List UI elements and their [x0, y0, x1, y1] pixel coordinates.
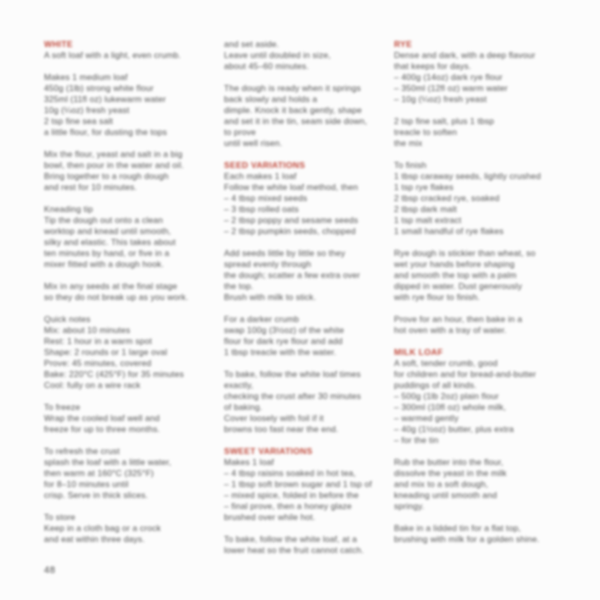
text-line: Shape: 2 rounds or 1 large oval: [44, 347, 168, 357]
text-line: of baking.: [224, 402, 263, 412]
text-line: Makes 1 loaf: [224, 457, 274, 467]
text-line: lower heat so the fruit cannot catch.: [224, 545, 364, 555]
text-line: ten minutes by hand, or five in a: [44, 248, 170, 258]
continued-paragraph: [224, 39, 390, 72]
ingredient-list: [44, 72, 216, 138]
text-line: and set it in the tin, seam side down,: [224, 116, 368, 126]
text-line: 2 tsp fine sea salt: [44, 116, 113, 126]
text-line: brushing with milk for a golden shine.: [394, 534, 540, 544]
text-line: Prove for an hour, then bake in a: [394, 314, 523, 324]
text-line: To finish: [394, 160, 427, 170]
section-heading-sweet-variations: SWEET VARIATIONS: [224, 446, 313, 456]
text-line: browns too fast near the end.: [224, 424, 339, 434]
text-line: and mix to a soft dough,: [394, 479, 489, 489]
text-line: dipped in water. Dust generously: [394, 281, 523, 291]
text-line: that keeps for days.: [394, 61, 472, 71]
text-line: 10g (¼oz) fresh yeast: [44, 105, 130, 115]
text-line: swap 100g (3½oz) of the white: [224, 325, 345, 335]
text-line: Bring together to a rough dough: [44, 171, 169, 181]
text-line: and smooth the top with a palm: [394, 270, 517, 280]
baking-paragraph: [224, 534, 390, 556]
column-right: [394, 39, 566, 545]
text-line: Bake in a lidded tin for a flat top,: [394, 523, 521, 533]
method-paragraph: [224, 83, 390, 149]
text-line: – mixed spice, folded in before the: [224, 490, 359, 500]
text-line: crisp. Serve in thick slices.: [44, 490, 149, 500]
section-heading-milk-loaf: MILK LOAF: [394, 347, 443, 357]
text-line: then warm at 160°C (325°F): [44, 468, 154, 478]
text-line: To bake, follow the white loaf times: [224, 369, 361, 379]
text-line: 1 tsp malt extract: [394, 215, 462, 225]
text-line: Rest: 1 hour in a warm spot: [44, 336, 152, 346]
text-line: 325ml (11fl oz) lukewarm water: [44, 94, 166, 104]
text-line: and set aside.: [224, 39, 280, 49]
note-paragraph: [44, 281, 216, 303]
text-line: Brush with milk to stick.: [224, 292, 317, 302]
text-line: until well risen.: [224, 138, 283, 148]
method-paragraph: [394, 457, 566, 512]
text-line: the dough; scatter a few extra over: [224, 270, 361, 280]
text-line: – 40g (1½oz) butter, plus extra: [394, 424, 514, 434]
text-line: 1 small handful of rye flakes: [394, 226, 504, 236]
text-line: Prove: 45 minutes, covered: [44, 358, 152, 368]
text-line: kneading until smooth and: [394, 490, 497, 500]
text-line: Mix: about 10 minutes: [44, 325, 131, 335]
text-line: exactly,: [224, 380, 254, 390]
baking-paragraph: [224, 369, 390, 435]
text-line: The dough is ready when it springs: [224, 83, 361, 93]
text-line: splash the loaf with a little water,: [44, 457, 172, 467]
text-line: – 500g (1lb 2oz) plain flour: [394, 391, 499, 401]
text-line: with rye flour to finish.: [394, 292, 480, 302]
text-line: – final prove, then a honey glaze: [224, 501, 352, 511]
text-line: – 1 tbsp soft brown sugar and 1 tsp of: [224, 479, 372, 489]
text-line: – 300ml (10fl oz) whole milk,: [394, 402, 507, 412]
note-paragraph: [44, 446, 216, 501]
text-line: checking the crust after 30 minutes: [224, 391, 362, 401]
text-line: freeze for up to three months.: [44, 424, 161, 434]
text-line: For a darker crumb: [224, 314, 299, 324]
column-middle: [224, 39, 390, 556]
text-line: 2 tbsp cracked rye, soaked: [394, 193, 500, 203]
baking-paragraph: [394, 523, 566, 545]
text-line: A soft, tender crumb, good: [394, 358, 498, 368]
text-line: Keep in a cloth bag or a crock: [44, 523, 161, 533]
text-line: Cool: fully on a wire rack: [44, 380, 141, 390]
text-line: Wrap the cooled loaf well and: [44, 413, 160, 423]
text-line: To freeze: [44, 402, 81, 412]
method-paragraph: [394, 314, 566, 336]
text-line: 1 tbsp caraway seeds, lightly crushed: [394, 171, 541, 181]
text-line: A soft loaf with a light, even crumb.: [44, 50, 181, 60]
page-number: 48: [44, 565, 56, 576]
text-line: mixer fitted with a dough hook.: [44, 259, 164, 269]
text-line: To store: [44, 512, 76, 522]
text-line: hot oven with a tray of water.: [394, 325, 507, 335]
text-line: dissolve the yeast in the milk: [394, 468, 507, 478]
text-line: Cover loosely with foil if it: [224, 413, 324, 423]
notes-list: [44, 314, 216, 391]
text-line: wet your hands before shaping: [394, 259, 515, 269]
text-line: Dense and dark, with a deep flavour: [394, 50, 536, 60]
text-line: the mix: [394, 138, 423, 148]
text-line: Mix in any seeds at the final stage: [44, 281, 178, 291]
text-line: worktop and knead until smooth,: [44, 226, 172, 236]
text-line: Rye dough is stickier than wheat, so: [394, 248, 536, 258]
text-line: puddings of all kinds.: [394, 380, 477, 390]
text-line: – 2 tbsp pumpkin seeds, chopped: [224, 226, 356, 236]
text-line: and rest for 10 minutes.: [44, 182, 137, 192]
text-line: brushed over while hot.: [224, 512, 316, 522]
text-line: – for the tin: [394, 435, 439, 445]
text-line: 2 tbsp dark malt: [394, 204, 457, 214]
text-line: springy.: [394, 501, 425, 511]
intro-paragraph: [44, 50, 216, 61]
text-line: spread evenly through: [224, 259, 312, 269]
text-line: back slowly and holds a: [224, 94, 318, 104]
method-paragraph: [394, 248, 566, 303]
text-line: the top.: [224, 281, 254, 291]
text-line: – 2 tbsp poppy and sesame seeds: [224, 215, 359, 225]
text-line: Add seeds little by little so they: [224, 248, 346, 258]
text-line: for children and for bread-and-butter: [394, 369, 537, 379]
text-line: Bake: 220°C (425°F) for 35 minutes: [44, 369, 184, 379]
note-paragraph: [44, 402, 216, 435]
text-line: To bake, follow the white loaf, at a: [224, 534, 357, 544]
finishing-list: [394, 160, 566, 237]
text-line: Makes 1 medium loaf: [44, 72, 128, 82]
text-line: 2 tsp fine salt, plus 1 tbsp: [394, 116, 495, 126]
text-line: Kneading tip: [44, 204, 94, 214]
text-line: flour for dark rye flour and add: [224, 336, 343, 346]
text-line: for 8–10 minutes until: [44, 479, 129, 489]
text-line: 1 tsp rye flakes: [394, 182, 454, 192]
text-line: – warmed gently: [394, 413, 459, 423]
ingredient-list: [394, 358, 566, 446]
ingredient-list: [394, 50, 566, 105]
text-line: Each makes 1 loaf: [224, 171, 297, 181]
text-line: – 350ml (12fl oz) warm water: [394, 83, 508, 93]
text-line: – 4 tbsp raisins soaked in hot tea,: [224, 468, 356, 478]
text-line: Tip the dough out onto a clean: [44, 215, 164, 225]
text-line: Leave until doubled in size,: [224, 50, 331, 60]
text-line: and eat within three days.: [44, 534, 145, 544]
section-heading-white: WHITE: [44, 39, 73, 49]
text-line: silky and elastic. This takes about: [44, 237, 176, 247]
method-paragraph: [44, 149, 216, 193]
text-line: – 4 tbsp mixed seeds: [224, 193, 308, 203]
method-paragraph: [224, 248, 390, 303]
text-line: – 10g (¼oz) fresh yeast: [394, 94, 487, 104]
text-line: 450g (1lb) strong white flour: [44, 83, 154, 93]
text-line: To refresh the crust: [44, 446, 120, 456]
text-line: treacle to soften: [394, 127, 458, 137]
column-left: [44, 39, 216, 545]
text-line: – 400g (14oz) dark rye flour: [394, 72, 503, 82]
note-paragraph: [44, 512, 216, 545]
text-line: Mix the flour, yeast and salt in a big: [44, 149, 183, 159]
section-heading-rye: RYE: [394, 39, 413, 49]
text-line: dimple. Knock it back gently, shape: [224, 105, 362, 115]
variation-list: [224, 457, 390, 523]
text-line: – 3 tbsp rolled oats: [224, 204, 299, 214]
text-line: so they do not break up as you work.: [44, 292, 189, 302]
text-line: to prove: [224, 127, 256, 137]
variation-paragraph: [224, 314, 390, 358]
section-heading-seed-variations: SEED VARIATIONS: [224, 160, 306, 170]
text-line: a little flour, for dusting the tops: [44, 127, 168, 137]
text-line: bowl, then pour in the water and oil.: [44, 160, 184, 170]
method-paragraph: [44, 204, 216, 270]
text-line: Rub the butter into the flour,: [394, 457, 504, 467]
variation-list: [224, 171, 390, 237]
text-line: about 45–60 minutes.: [224, 61, 309, 71]
text-line: 1 tbsp treacle with the water.: [224, 347, 337, 357]
text-line: Follow the white loaf method, then: [224, 182, 359, 192]
ingredient-paragraph: [394, 116, 566, 149]
text-line: Quick notes: [44, 314, 91, 324]
